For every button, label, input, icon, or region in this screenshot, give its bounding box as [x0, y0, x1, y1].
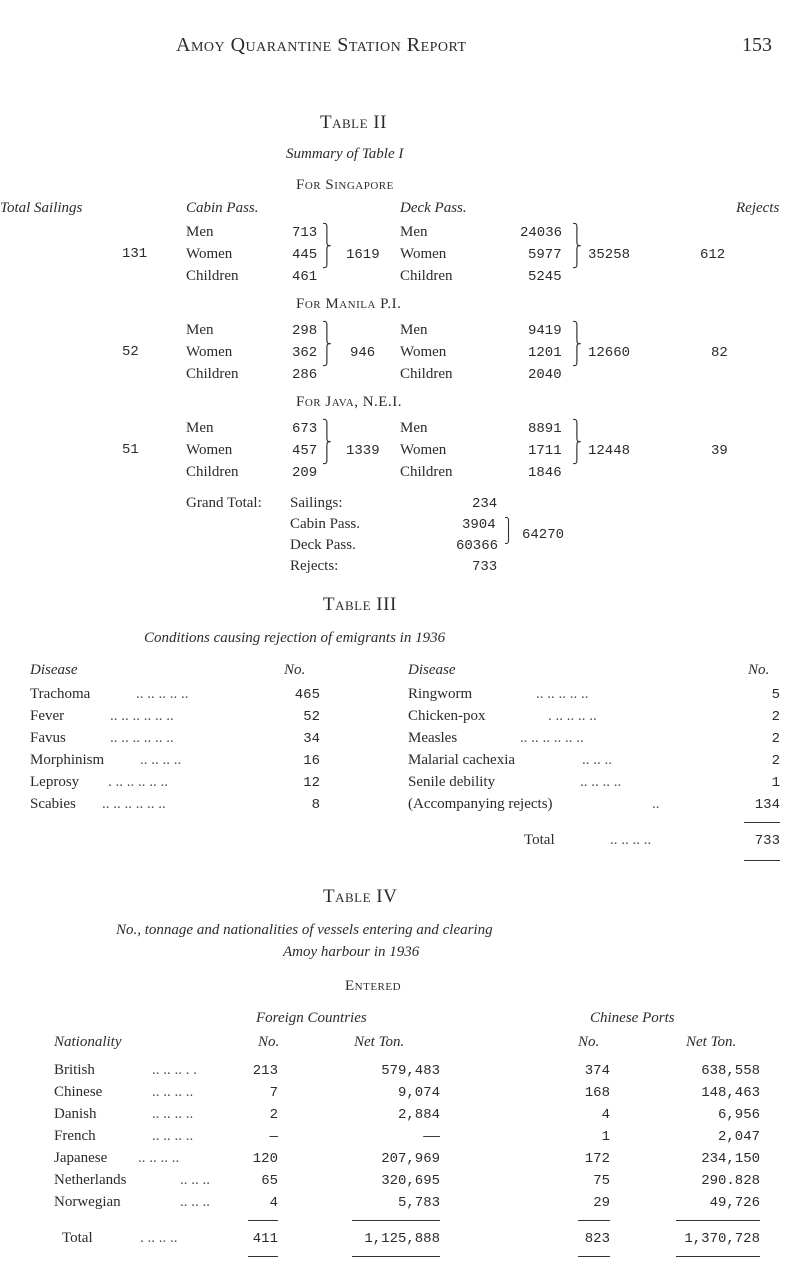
disease-count: 5 — [771, 687, 780, 703]
leader-dots: . .. .. .. .. .. — [108, 774, 168, 790]
disease-count: 52 — [303, 709, 320, 725]
sum-rule — [352, 1220, 440, 1221]
chinese-no: 29 — [593, 1195, 610, 1211]
chinese-ton: 2,047 — [717, 1129, 760, 1145]
deck-value: 8891 — [528, 421, 562, 437]
singapore-heading: For Singapore — [296, 177, 394, 193]
row-label: Children — [186, 268, 239, 284]
grand-row-value: 234 — [472, 496, 498, 512]
cabin-value: 461 — [292, 269, 318, 285]
sum-rule — [744, 860, 780, 861]
grand-row-value: 733 — [472, 559, 498, 575]
col-no: No. — [284, 662, 306, 678]
chinese-no: 75 — [593, 1173, 610, 1189]
brace-icon: ⎫ ⎬ ⎭ — [322, 322, 332, 367]
deck-value: 5245 — [528, 269, 562, 285]
brace-icon: ⎫ ⎬ ⎭ — [572, 420, 582, 465]
disease-name: Trachoma — [30, 686, 91, 702]
disease-count: 34 — [303, 731, 320, 747]
brace-icon: ⎫ ⎬ ⎭ — [322, 420, 332, 465]
leader-dots: .. .. .. — [180, 1194, 210, 1210]
col-foreign-no: No. — [258, 1034, 280, 1050]
brace-icon: ⎫ ⎭ — [504, 517, 513, 544]
leader-dots: .. .. .. . . — [152, 1062, 197, 1078]
chinese-no-total: 823 — [584, 1231, 610, 1247]
row-label: Men — [400, 322, 428, 338]
grand-row-label: Deck Pass. — [290, 537, 356, 553]
foreign-ton-total: 1,125,888 — [364, 1231, 440, 1247]
deck-value: 5977 — [528, 247, 562, 263]
java-sailings: 51 — [122, 442, 139, 458]
foreign-ton: 9,074 — [397, 1085, 440, 1101]
leader-dots: .. .. .. — [180, 1172, 210, 1188]
leader-dots: .. .. .. .. — [610, 832, 652, 848]
brace-icon: ⎫ ⎬ ⎭ — [322, 224, 332, 269]
disease-name: Malarial cachexia — [408, 752, 516, 768]
running-header: Amoy Quarantine Station Report — [176, 34, 467, 56]
deck-total: 35258 — [588, 247, 631, 263]
disease-count: 465 — [294, 687, 320, 703]
disease-name: Scabies — [30, 796, 76, 812]
nationality: French — [54, 1128, 96, 1144]
table4-title: Table IV — [323, 886, 398, 907]
leader-dots: .. .. .. .. .. .. — [110, 708, 174, 724]
table3-subtitle: Conditions causing rejection of emigrants in 1936 — [144, 630, 446, 646]
col-cabin-pass: Cabin Pass. — [186, 200, 259, 216]
row-label: Women — [400, 344, 447, 360]
row-label: Women — [186, 344, 233, 360]
leader-dots: .. .. .. .. — [140, 752, 182, 768]
nationality: Japanese — [54, 1150, 108, 1166]
disease-count: 12 — [303, 775, 320, 791]
leader-dots: .. .. .. .. — [152, 1106, 194, 1122]
sum-rule — [248, 1256, 278, 1257]
row-label: Children — [400, 268, 453, 284]
cabin-value: 286 — [292, 367, 318, 383]
singapore-sailings: 131 — [122, 246, 148, 262]
java-heading: For Java, N.E.I. — [296, 394, 402, 410]
chinese-no: 168 — [584, 1085, 610, 1101]
cabin-total: 946 — [350, 345, 376, 361]
cabin-total: 1619 — [346, 247, 380, 263]
deck-value: 24036 — [520, 225, 563, 241]
col-nationality: Nationality — [54, 1034, 122, 1050]
leader-dots: . .. .. .. — [140, 1230, 178, 1246]
disease-count: 2 — [771, 709, 780, 725]
table3-total-value: 733 — [754, 833, 780, 849]
chinese-no: 4 — [601, 1107, 610, 1123]
sum-rule — [578, 1220, 610, 1221]
cabin-value: 209 — [292, 465, 318, 481]
nationality: British — [54, 1062, 95, 1078]
disease-name: Chicken-pox — [408, 708, 486, 724]
row-label: Women — [186, 246, 233, 262]
chinese-ton-total: 1,370,728 — [684, 1231, 760, 1247]
grand-row-label: Sailings: — [290, 495, 343, 511]
table2-subtitle: Summary of Table I — [286, 146, 404, 162]
rejects-value: 39 — [711, 443, 728, 459]
leader-dots: .. .. .. .. .. .. — [520, 730, 584, 746]
cabin-value: 445 — [292, 247, 318, 263]
sum-rule — [744, 822, 780, 823]
foreign-no: 2 — [269, 1107, 278, 1123]
table2-title: Table II — [320, 112, 387, 133]
deck-value: 1711 — [528, 443, 562, 459]
disease-name: (Accompanying rejects) — [408, 796, 553, 812]
disease-count: 134 — [754, 797, 780, 813]
deck-total: 12448 — [588, 443, 631, 459]
disease-name: Senile debility — [408, 774, 496, 790]
disease-count: 2 — [771, 731, 780, 747]
foreign-ton: 5,783 — [397, 1195, 440, 1211]
table4-subtitle-line2: Amoy harbour in 1936 — [283, 944, 420, 960]
foreign-no-total: 411 — [252, 1231, 278, 1247]
col-deck-pass: Deck Pass. — [400, 200, 467, 216]
disease-name: Fever — [30, 708, 65, 724]
leader-dots: .. .. .. .. — [152, 1084, 194, 1100]
grand-row-value: 3904 — [462, 517, 496, 533]
foreign-no: 7 — [269, 1085, 278, 1101]
deck-value: 9419 — [528, 323, 562, 339]
foreign-ton: 579,483 — [381, 1063, 440, 1079]
deck-value: 2040 — [528, 367, 562, 383]
manila-heading: For Manila P.I. — [296, 296, 402, 312]
foreign-no: 65 — [261, 1173, 278, 1189]
foreign-no: 213 — [252, 1063, 278, 1079]
sum-rule — [676, 1220, 760, 1221]
col-disease: Disease — [30, 662, 78, 678]
nationality: Chinese — [54, 1084, 103, 1100]
sum-rule — [352, 1256, 440, 1257]
disease-name: Measles — [408, 730, 458, 746]
cabin-value: 713 — [292, 225, 318, 241]
row-label: Women — [186, 442, 233, 458]
nationality: Danish — [54, 1106, 97, 1122]
page-number: 153 — [742, 34, 772, 56]
deck-value: 1846 — [528, 465, 562, 481]
table3-total-label: Total — [524, 832, 555, 848]
nationality: Netherlands — [54, 1172, 127, 1188]
grand-row-value: 60366 — [456, 538, 499, 554]
grand-row-label: Cabin Pass. — [290, 516, 361, 532]
foreign-ton: 207,969 — [381, 1151, 440, 1167]
sum-rule — [578, 1256, 610, 1257]
row-label: Children — [400, 464, 453, 480]
row-label: Women — [400, 442, 447, 458]
total-label: Total — [62, 1230, 93, 1246]
col-foreign-net-ton: Net Ton. — [354, 1034, 405, 1050]
disease-name: Ringworm — [408, 686, 473, 702]
foreign-ton: —— — [423, 1129, 440, 1145]
foreign-ton: 2,884 — [397, 1107, 440, 1123]
cabin-value: 298 — [292, 323, 318, 339]
foreign-no: — — [269, 1129, 278, 1145]
col-rejects: Rejects — [736, 200, 780, 216]
entered-heading: Entered — [345, 978, 402, 994]
deck-value: 1201 — [528, 345, 562, 361]
col-chinese-no: No. — [578, 1034, 600, 1050]
leader-dots: . .. .. .. .. — [548, 708, 597, 724]
grand-row-label: Rejects: — [290, 558, 339, 574]
disease-count: 2 — [771, 753, 780, 769]
row-label: Children — [400, 366, 453, 382]
group-foreign: Foreign Countries — [256, 1010, 367, 1026]
cabin-value: 457 — [292, 443, 318, 459]
chinese-no: 1 — [601, 1129, 610, 1145]
sum-rule — [248, 1220, 278, 1221]
manila-sailings: 52 — [122, 344, 139, 360]
disease-count: 1 — [771, 775, 780, 791]
cabin-total: 1339 — [346, 443, 380, 459]
chinese-ton: 49,726 — [709, 1195, 760, 1211]
chinese-no: 374 — [584, 1063, 610, 1079]
leader-dots: .. .. .. — [582, 752, 612, 768]
disease-count: 16 — [303, 753, 320, 769]
row-label: Men — [186, 322, 214, 338]
disease-name: Leprosy — [30, 774, 80, 790]
disease-name: Morphinism — [30, 752, 105, 768]
nationality: Norwegian — [54, 1194, 121, 1210]
row-label: Men — [186, 224, 214, 240]
foreign-no: 4 — [269, 1195, 278, 1211]
col-total-sailings: Total Sailings — [0, 200, 83, 216]
brace-icon: ⎫ ⎬ ⎭ — [572, 224, 582, 269]
chinese-no: 172 — [584, 1151, 610, 1167]
foreign-no: 120 — [252, 1151, 278, 1167]
cabin-value: 673 — [292, 421, 318, 437]
leader-dots: .. .. .. .. .. .. — [110, 730, 174, 746]
sum-rule — [676, 1256, 760, 1257]
rejects-value: 612 — [700, 247, 726, 263]
col-disease: Disease — [408, 662, 456, 678]
table3-title: Table III — [323, 594, 397, 615]
col-chinese-net-ton: Net Ton. — [686, 1034, 737, 1050]
chinese-ton: 638,558 — [701, 1063, 760, 1079]
leader-dots: .. .. .. .. .. — [136, 686, 189, 702]
brace-icon: ⎫ ⎬ ⎭ — [572, 322, 582, 367]
rejects-value: 82 — [711, 345, 728, 361]
row-label: Men — [400, 420, 428, 436]
leader-dots: .. .. .. .. .. — [536, 686, 589, 702]
row-label: Men — [400, 224, 428, 240]
row-label: Men — [186, 420, 214, 436]
grand-total-label: Grand Total: — [186, 495, 262, 511]
chinese-ton: 148,463 — [701, 1085, 760, 1101]
leader-dots: .. — [652, 796, 660, 812]
row-label: Children — [186, 464, 239, 480]
chinese-ton: 290.828 — [701, 1173, 760, 1189]
group-chinese: Chinese Ports — [590, 1010, 675, 1026]
deck-total: 12660 — [588, 345, 631, 361]
chinese-ton: 234,150 — [701, 1151, 760, 1167]
leader-dots: .. .. .. .. — [152, 1128, 194, 1144]
leader-dots: .. .. .. .. — [580, 774, 622, 790]
col-no: No. — [748, 662, 770, 678]
cabin-value: 362 — [292, 345, 318, 361]
leader-dots: .. .. .. .. — [138, 1150, 180, 1166]
row-label: Women — [400, 246, 447, 262]
row-label: Children — [186, 366, 239, 382]
grand-bracket-total: 64270 — [522, 527, 565, 543]
chinese-ton: 6,956 — [717, 1107, 760, 1123]
disease-name: Favus — [30, 730, 66, 746]
disease-count: 8 — [311, 797, 320, 813]
leader-dots: .. .. .. .. .. .. — [102, 796, 166, 812]
table4-subtitle-line1: No., tonnage and nationalities of vessels entering and clearing — [116, 922, 493, 938]
foreign-ton: 320,695 — [381, 1173, 440, 1189]
